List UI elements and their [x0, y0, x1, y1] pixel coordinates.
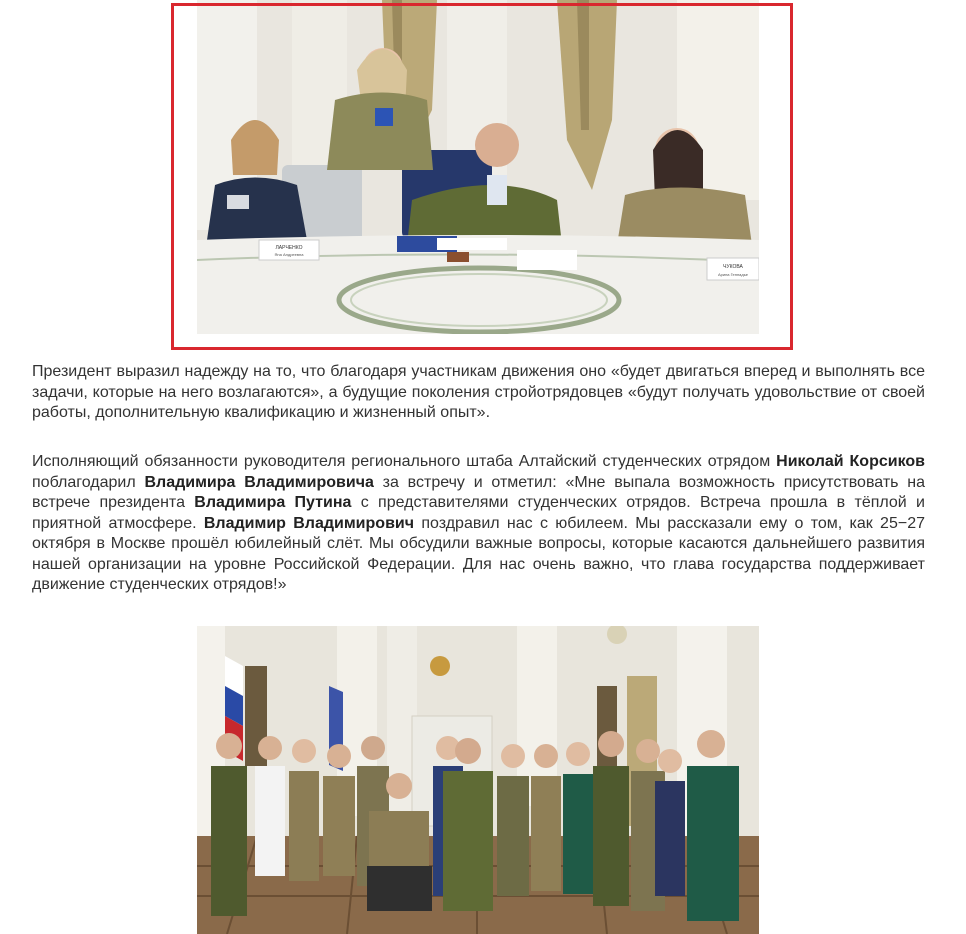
- text-segment: поблагодарил: [32, 473, 145, 491]
- text-segment: с представителями студенческих отрядов. Встреча прошла в тёплой и приятной атмосфере.: [32, 494, 925, 532]
- highlight-frame: [171, 3, 793, 350]
- name-plate-left-firstname: Яна Андреевна: [274, 252, 304, 257]
- paragraph-korsikov-quote: [32, 452, 925, 596]
- bold-name-korsikov: Николай Корсиков: [776, 453, 925, 470]
- text-segment: Исполняющий обязанности руководителя регионального штаба Алтайский студенческих отрядом: [32, 453, 777, 470]
- name-plate-left-surname: ЛАРЧЕНКО: [275, 245, 303, 251]
- name-plate-right-firstname: Арина Геннадье: [717, 272, 749, 277]
- paragraph-president-hope: Президент выразил надежду на то, что благодаря участникам движения оно «будет двигаться вперед и выполнять все задачи, которые на него возлагаются», а будущие поколения стройотрядовцев «будут получать удовольствие от своей работы, дополнительную квалификацию и жизненный опыт».: [32, 363, 925, 421]
- bold-name-putin: Владимира Путина: [194, 494, 352, 511]
- group-photo: [197, 626, 759, 934]
- bold-name-vladimir-vladimirovich: Владимира Владимировича: [144, 473, 374, 491]
- text-segment: поздравил нас с юбилеем. Мы рассказали ему о том, как 25−27 октября в Москве прошёл юбилейный слёт. Мы обсудили важные вопросы, которые касаются дальнейшего развития нашей организации на уровне Российской Федерации. Для нас очень важно, что глава государства поддерживает движение студенческих отрядов!»: [32, 514, 925, 593]
- bold-name-vladimir-vladimirovich-2: Владимир Владимирович: [203, 514, 415, 532]
- name-plate-right-surname: ЧУКОВА: [723, 264, 743, 270]
- text-segment: за встречу и отметил: «Мне выпала возможность присутствовать на встрече президента: [32, 473, 926, 511]
